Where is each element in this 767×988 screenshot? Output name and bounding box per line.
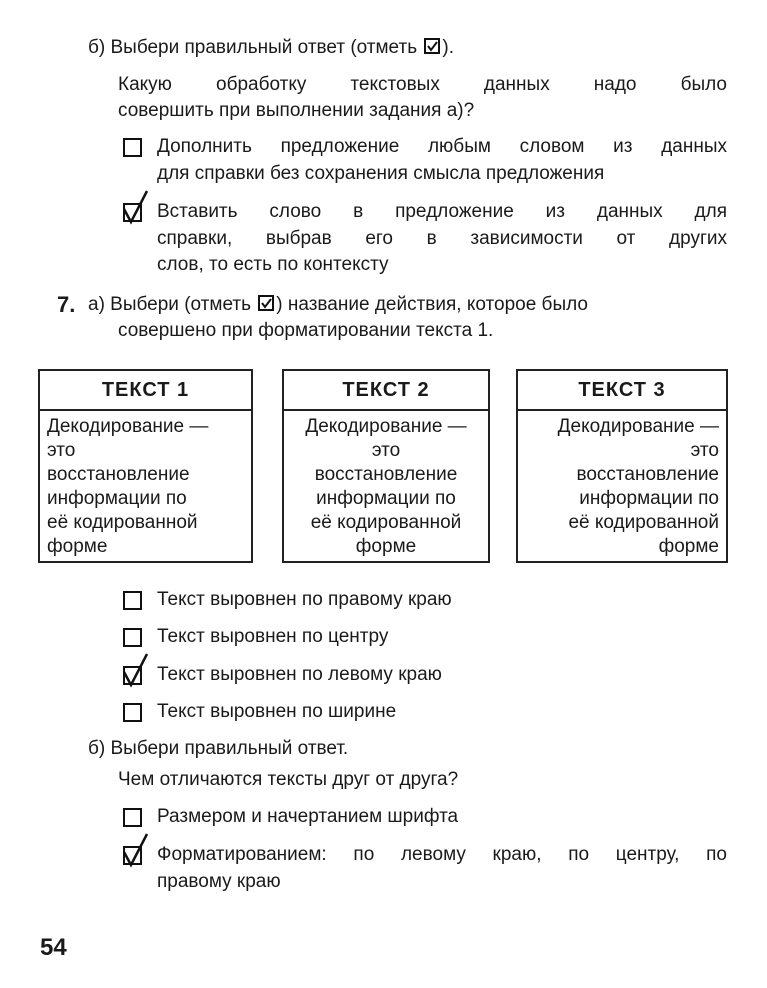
- text-line: информации по: [316, 488, 456, 509]
- handwritten-check-icon: [121, 832, 151, 868]
- text-box-title: ТЕКСТ 3: [518, 371, 726, 411]
- checkbox[interactable]: [123, 808, 142, 827]
- instruction-6b: [88, 35, 454, 61]
- instruction-text: б) Выбери правильный ответ (отметь: [88, 37, 418, 58]
- option-text: Текст выровнен по правому краю: [157, 589, 452, 610]
- option-text: для справки без сохранения смысла предложения: [157, 163, 605, 184]
- text-line: её кодированной: [310, 512, 462, 533]
- text-box-title: ТЕКСТ 2: [284, 371, 488, 411]
- task-number: 7.: [57, 292, 76, 317]
- handwritten-check-icon: [121, 189, 151, 225]
- instruction-text: а) Выбери (отметь: [88, 294, 251, 315]
- text-line: восстановление: [576, 464, 719, 485]
- question-line: Какую обработку текстовых данных надо было: [118, 74, 727, 95]
- text-line: форме: [47, 536, 108, 557]
- handwritten-check-icon: [121, 652, 151, 688]
- option-text: справки, выбрав его в зависимости от других: [157, 228, 727, 249]
- checked-box-icon: [258, 295, 274, 311]
- text-box-2: [282, 369, 490, 563]
- option-text: Текст выровнен по левому краю: [157, 664, 442, 685]
- text-line: это: [690, 440, 719, 461]
- page-number: 54: [40, 934, 67, 961]
- text-box-title: ТЕКСТ 1: [40, 371, 251, 411]
- option-text: слов, то есть по контексту: [157, 254, 389, 275]
- checkbox[interactable]: [123, 628, 142, 647]
- text-line: информации по: [579, 488, 719, 509]
- checkbox-checked[interactable]: [123, 846, 142, 865]
- text-line: форме: [658, 536, 719, 557]
- checkbox[interactable]: [123, 703, 142, 722]
- checkbox[interactable]: [123, 591, 142, 610]
- instruction-text: ) название действия, которое было: [276, 294, 588, 315]
- instruction-suffix: ).: [442, 37, 454, 58]
- option-text: правому краю: [157, 871, 281, 892]
- checkbox-checked[interactable]: [123, 203, 142, 222]
- option-text: Дополнить предложение любым словом из данных: [157, 136, 727, 157]
- text-line: Декодирование —: [557, 416, 719, 437]
- text-line: форме: [355, 536, 417, 557]
- instruction-7a: [88, 292, 588, 318]
- question-line: совершить при выполнении задания а)?: [118, 100, 475, 121]
- option-text: Размером и начертанием шрифта: [157, 806, 459, 827]
- text-line: восстановление: [47, 464, 190, 485]
- text-line: Декодирование —: [47, 416, 209, 437]
- instruction-line: совершено при форматировании текста 1.: [118, 320, 494, 341]
- text-line: Декодирование —: [305, 416, 467, 437]
- text-line: восстановление: [314, 464, 458, 485]
- question-line: Чем отличаются тексты друг от друга?: [118, 769, 459, 790]
- text-line: это: [47, 440, 76, 461]
- text-line: информации по: [47, 488, 187, 509]
- text-line: её кодированной: [568, 512, 719, 533]
- checked-box-icon: [424, 38, 440, 54]
- instruction-7b: б) Выбери правильный ответ.: [88, 738, 349, 759]
- option-text: Текст выровнен по ширине: [157, 701, 397, 722]
- text-box-1: [38, 369, 253, 563]
- text-line: её кодированной: [47, 512, 198, 533]
- text-line: это: [371, 440, 401, 461]
- option-text: Форматированием: по левому краю, по центру, по: [157, 844, 727, 865]
- text-box-3: [516, 369, 728, 563]
- option-text: Текст выровнен по центру: [157, 626, 389, 647]
- checkbox-checked[interactable]: [123, 666, 142, 685]
- option-text: Вставить слово в предложение из данных для: [157, 201, 727, 222]
- checkbox[interactable]: [123, 138, 142, 157]
